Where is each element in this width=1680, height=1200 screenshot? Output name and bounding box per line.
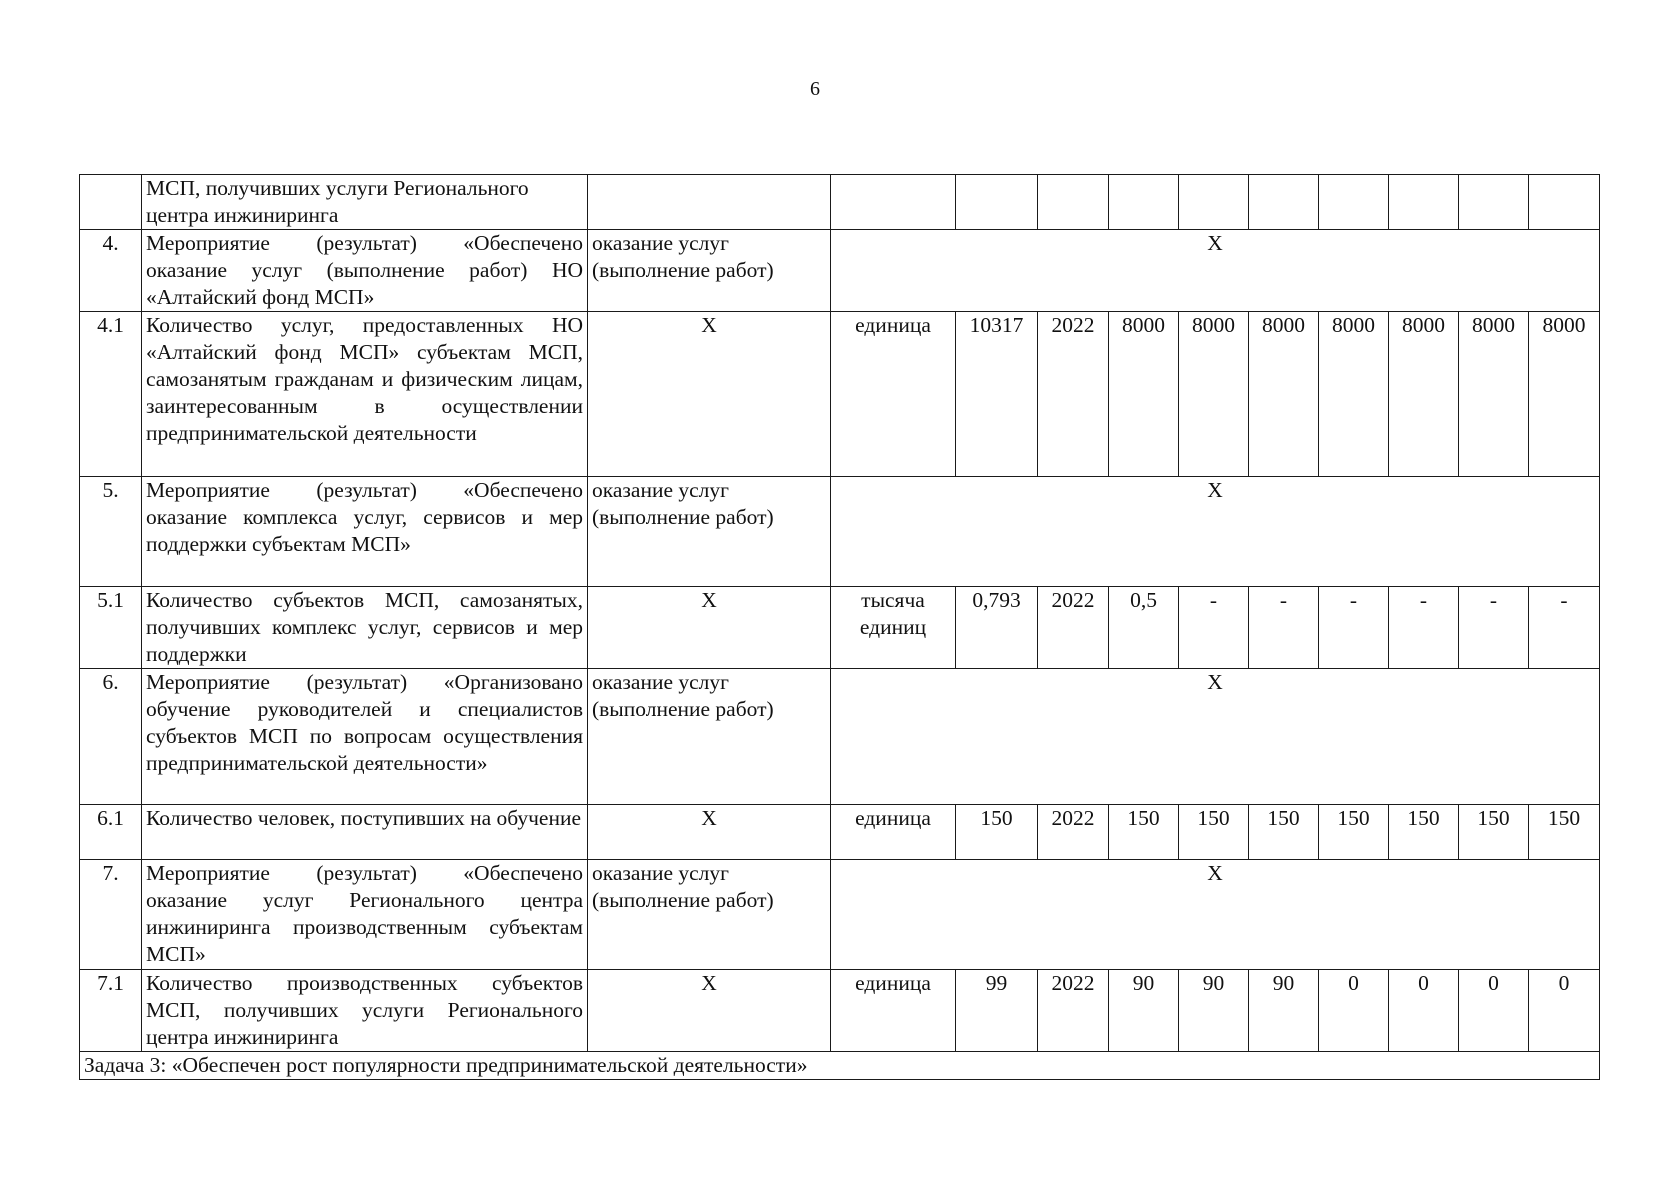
cell-unit [831, 805, 956, 860]
cell-result-type [588, 669, 831, 805]
result-type-line: (выполнение работ) [592, 505, 774, 529]
indicators-table [79, 174, 1600, 1080]
cell-empty [1459, 175, 1529, 230]
cell-year-value: 8000 [1319, 312, 1389, 477]
cell-year-value: - [1389, 587, 1459, 669]
cell-unit [831, 587, 956, 669]
unit-line: тысяча [861, 588, 925, 612]
name-line: центра инжиниринга [146, 203, 339, 227]
table-row-event [80, 230, 1600, 312]
cell-year-value: 90 [1109, 970, 1179, 1052]
cell-merged-mark: X [831, 230, 1600, 312]
cell-name [142, 175, 588, 230]
cell-empty [1249, 175, 1319, 230]
cell-result-type: X [588, 970, 831, 1052]
cell-year-value: 8000 [1109, 312, 1179, 477]
cell-base-value: 10317 [956, 312, 1038, 477]
cell-result-type [588, 477, 831, 587]
cell-base-value: 0,793 [956, 587, 1038, 669]
table-row-indicator [80, 587, 1600, 669]
cell-base-year: 2022 [1038, 805, 1109, 860]
cell-year-value: 0 [1319, 970, 1389, 1052]
cell-year-value: 90 [1249, 970, 1319, 1052]
cell-num [80, 175, 142, 230]
cell-empty [1389, 175, 1459, 230]
cell-year-value: 150 [1529, 805, 1600, 860]
cell-unit [831, 970, 956, 1052]
cell-num: 4.1 [80, 312, 142, 477]
cell-year-value: 0 [1529, 970, 1600, 1052]
cell-name: Количество человек, поступивших на обучение [142, 805, 588, 860]
cell-year-value: - [1249, 587, 1319, 669]
cell-merged-mark: X [831, 860, 1600, 970]
cell-empty [1038, 175, 1109, 230]
cell-unit [831, 312, 956, 477]
result-type-line: (выполнение работ) [592, 888, 774, 912]
table-row-indicator [80, 312, 1600, 477]
cell-year-value: 150 [1459, 805, 1529, 860]
result-type-line: оказание услуг [592, 478, 729, 502]
cell-year-value: 0 [1389, 970, 1459, 1052]
cell-name: Количество субъектов МСП, самозанятых, получивших комплекс услуг, сервисов и мер поддержки [142, 587, 588, 669]
cell-empty [1179, 175, 1249, 230]
cell-name: Мероприятие (результат) «Обеспечено оказание услуг Регионального центра инжиниринга производственным субъектам МСП» [142, 860, 588, 970]
cell-name: Количество производственных субъектов МСП, получивших услуги Регионального центра инжиниринга [142, 970, 588, 1052]
cell-num: 6.1 [80, 805, 142, 860]
cell-num: 4. [80, 230, 142, 312]
cell-year-value: 0 [1459, 970, 1529, 1052]
table-row-task [80, 1052, 1600, 1080]
cell-year-value: - [1459, 587, 1529, 669]
cell-year-value: 150 [1179, 805, 1249, 860]
table-row-continuation [80, 175, 1600, 230]
cell-empty [1319, 175, 1389, 230]
cell-empty [588, 175, 831, 230]
cell-base-year: 2022 [1038, 970, 1109, 1052]
cell-base-year: 2022 [1038, 587, 1109, 669]
unit-line: единица [855, 971, 931, 995]
cell-year-value: 8000 [1179, 312, 1249, 477]
unit-line: единиц [859, 615, 927, 639]
cell-base-value: 99 [956, 970, 1038, 1052]
unit-line: единица [855, 806, 931, 830]
cell-num: 7. [80, 860, 142, 970]
name-line: МСП, получивших услуги Регионального [146, 176, 529, 200]
result-type-line: оказание услуг [592, 861, 729, 885]
cell-merged-mark: X [831, 477, 1600, 587]
cell-base-value: 150 [956, 805, 1038, 860]
cell-year-value: 8000 [1529, 312, 1600, 477]
cell-name: Мероприятие (результат) «Обеспечено оказание услуг (выполнение работ) НО «Алтайский фонд МСП» [142, 230, 588, 312]
cell-year-value: 90 [1179, 970, 1249, 1052]
cell-year-value: 150 [1319, 805, 1389, 860]
page-number: 6 [810, 78, 820, 100]
result-type-line: оказание услуг [592, 670, 729, 694]
cell-empty [831, 175, 956, 230]
cell-year-value: 8000 [1249, 312, 1319, 477]
cell-num: 5.1 [80, 587, 142, 669]
cell-num: 7.1 [80, 970, 142, 1052]
cell-name: Мероприятие (результат) «Обеспечено оказание комплекса услуг, сервисов и мер поддержки субъектам МСП» [142, 477, 588, 587]
cell-year-value: 150 [1249, 805, 1319, 860]
unit-line: единица [855, 313, 931, 337]
cell-empty [956, 175, 1038, 230]
cell-merged-mark: X [831, 669, 1600, 805]
cell-result-type [588, 230, 831, 312]
cell-year-value: 8000 [1459, 312, 1529, 477]
table-row-event [80, 860, 1600, 970]
cell-year-value: - [1529, 587, 1600, 669]
table-row-event [80, 669, 1600, 805]
cell-name: Количество услуг, предоставленных НО «Алтайский фонд МСП» субъектам МСП, самозанятым гражданам и физическим лицам, заинтересованным в осуществлении предпринимательской деятельности [142, 312, 588, 477]
table-row-indicator [80, 970, 1600, 1052]
cell-base-year: 2022 [1038, 312, 1109, 477]
table-body [80, 175, 1600, 1080]
cell-year-value: 150 [1109, 805, 1179, 860]
result-type-line: оказание услуг [592, 231, 729, 255]
cell-year-value: - [1179, 587, 1249, 669]
cell-num: 6. [80, 669, 142, 805]
cell-year-value: - [1319, 587, 1389, 669]
cell-name: Мероприятие (результат) «Организовано обучение руководителей и специалистов субъектов МСП по вопросам осуществления предпринимательской деятельности» [142, 669, 588, 805]
cell-result-type [588, 860, 831, 970]
cell-year-value: 0,5 [1109, 587, 1179, 669]
table-row-event [80, 477, 1600, 587]
result-type-line: (выполнение работ) [592, 697, 774, 721]
cell-year-value: 8000 [1389, 312, 1459, 477]
cell-empty [1109, 175, 1179, 230]
cell-task-title: Задача 3: «Обеспечен рост популярности предпринимательской деятельности» [80, 1052, 1600, 1080]
cell-year-value: 150 [1389, 805, 1459, 860]
result-type-line: (выполнение работ) [592, 258, 774, 282]
cell-result-type: X [588, 312, 831, 477]
cell-result-type: X [588, 587, 831, 669]
cell-empty [1529, 175, 1600, 230]
cell-num: 5. [80, 477, 142, 587]
table-row-indicator [80, 805, 1600, 860]
cell-result-type: X [588, 805, 831, 860]
